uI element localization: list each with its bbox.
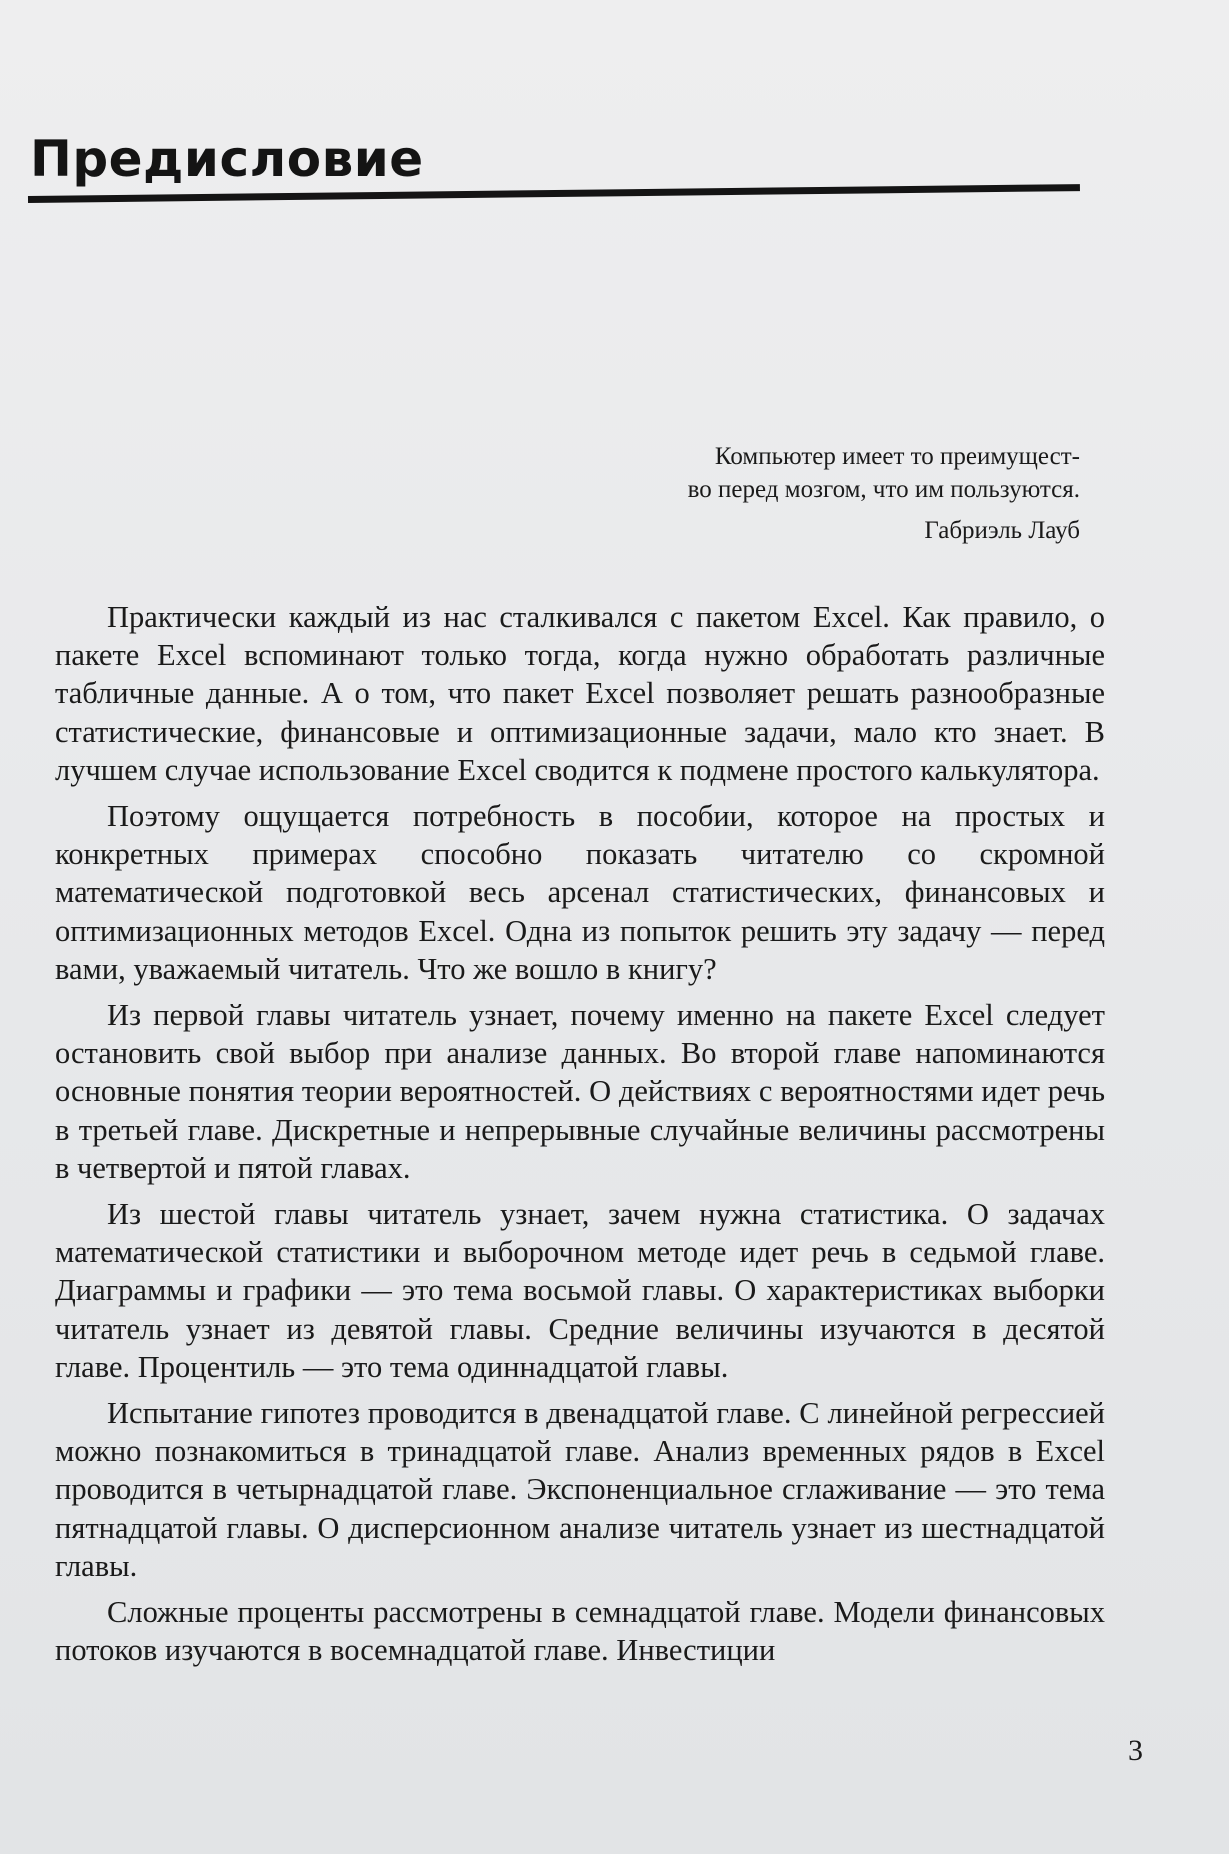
paragraph: Испытание гипотез проводится в двенадцатой главе. С линейной регрессией можно познакомиться в тринадцатой главе. Анализ временных рядов в Excel проводится в четырнадцатой главе. Экспоненциальное сглаживание — это тема пятнадцатой главы. О дисперсионном анализе читатель узнает из шестнадцатой главы. [55,1396,1105,1583]
paragraph: Поэтому ощущается потребность в пособии, которое на простых и конкретных примерах способно показать читателю со скромной математической подготовкой весь арсенал статистических, финансовых и оптимизационных методов Excel. Одна из попыток решить эту задачу — перед вами, уважаемый читатель. Что же вошло в книгу? [55,799,1105,986]
body-text [55,598,1105,1677]
page-title: Предисловие [30,130,424,188]
paragraph: Из шестой главы читатель узнает, зачем нужна статистика. О задачах математической статистики и выборочном методе идет речь в седьмой главе. Диаграммы и графики — это тема восьмой главы. О характеристиках выборки читатель узнает из девятой главы. Средние величины изучаются в десятой главе. Процентиль — это тема одиннадцатой главы. [55,1197,1105,1384]
epigraph-author: Габриэль Лауб [924,517,1080,544]
paragraph: Из первой главы читатель узнает, почему именно на пакете Excel следует остановить свой выбор при анализе данных. Во второй главе напоминаются основные понятия теории вероятностей. О действиях с вероятностями идет речь в третьей главе. Дискретные и непрерывные случайные величины рассмотрены в четвертой и пятой главах. [55,998,1105,1185]
epigraph-line-2: во перед мозгом, что им пользуются. [687,476,1080,503]
paragraph: Практически каждый из нас сталкивался с пакетом Excel. Как правило, о пакете Excel вспоминают только тогда, когда нужно обработать различные табличные данные. А о том, что пакет Excel позволяет решать разнообразные статистические, финансовые и оптимизационные задачи, мало кто знает. В лучшем случае использование Excel сводится к подмене простого калькулятора. [55,600,1105,787]
epigraph [560,440,1080,547]
epigraph-line-1: Компьютер имеет то преимущест- [714,443,1080,470]
page-number: 3 [1128,1734,1143,1767]
paragraph: Сложные проценты рассмотрены в семнадцатой главе. Модели финансовых потоков изучаются в восемнадцатой главе. Инвестиции [55,1595,1105,1668]
